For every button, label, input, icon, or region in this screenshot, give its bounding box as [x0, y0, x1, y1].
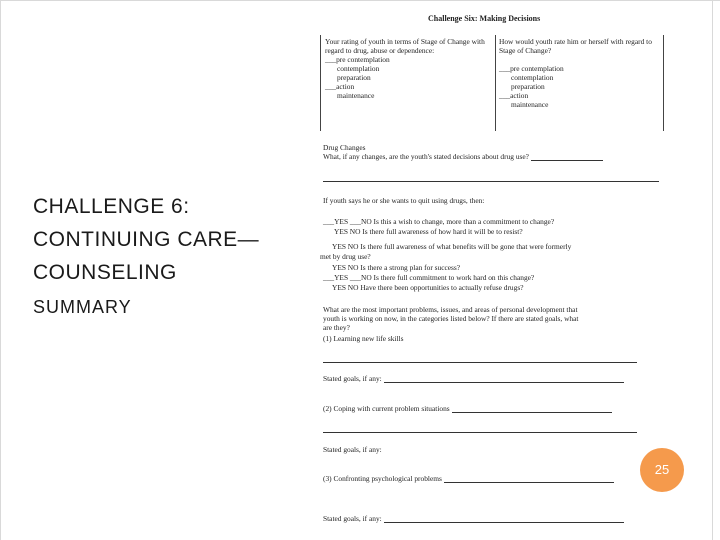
slide-border-left: [0, 0, 1, 540]
drug-changes-answer-line[interactable]: [531, 152, 603, 161]
coping-answer-line[interactable]: [452, 404, 612, 413]
stated-goals-label: Stated goals, if any:: [323, 374, 624, 383]
drug-changes-question: What, if any changes, are the youth's stated decisions about drug use?: [323, 152, 603, 161]
problems-prompt: What are the most important problems, issues, and areas of personal development that: [323, 305, 578, 314]
youth-rating-column: [499, 37, 659, 109]
stated-goals-line[interactable]: [384, 514, 624, 523]
slide-border-right: [712, 0, 713, 540]
category-life-skills: (1) Learning new life skills: [323, 334, 404, 343]
worksheet-heading: Challenge Six: Making Decisions: [428, 14, 541, 23]
counselor-rating-column: [325, 37, 487, 100]
quit-question: YES NO Is there full awareness of how hard it will be to resist?: [334, 227, 523, 236]
stage-option[interactable]: maintenance: [511, 100, 549, 109]
answer-line[interactable]: [323, 362, 637, 363]
counselor-rating-heading: Your rating of youth in terms of Stage of Change with regard to drug, abuse or dependence:: [325, 37, 485, 55]
quit-question: YES NO Have there been opportunities to actually refuse drugs?: [332, 283, 524, 292]
stage-of-change-table: [320, 35, 664, 131]
problems-prompt: are they?: [323, 323, 350, 332]
quit-question: ___YES ___NO Is there full commitment to work hard on this change?: [323, 273, 535, 282]
youth-rating-heading: How would youth rate him or herself with regard to Stage of Change?: [499, 37, 652, 55]
stated-goals-line[interactable]: [384, 374, 624, 383]
stage-option[interactable]: preparation: [337, 73, 371, 82]
table-divider: [495, 35, 496, 131]
page-number-badge: 25: [640, 448, 684, 492]
stage-option[interactable]: ___action: [499, 91, 529, 100]
stated-goals-label: Stated goals, if any:: [323, 445, 382, 454]
title-line-3: COUNSELING: [33, 261, 177, 284]
title-line-2: CONTINUING CARE—: [33, 228, 260, 251]
stage-option[interactable]: ___action: [325, 82, 355, 91]
worksheet-document: [318, 8, 663, 540]
quit-intro: If youth says he or she wants to quit using drugs, then:: [323, 196, 485, 205]
stage-option[interactable]: ___pre contemplation: [325, 55, 390, 64]
drug-changes-label: Drug Changes: [323, 143, 366, 152]
category-coping: (2) Coping with current problem situations: [323, 404, 612, 413]
title-line-4: SUMMARY: [33, 297, 132, 317]
slide-title: [33, 190, 303, 325]
title-line-1: CHALLENGE 6:: [33, 195, 190, 218]
quit-question: YES NO Is there full awareness of what benefits will be gone that were formerly: [332, 242, 572, 251]
answer-line[interactable]: [323, 181, 659, 182]
stage-option[interactable]: maintenance: [337, 91, 375, 100]
category-psychological: (3) Confronting psychological problems: [323, 474, 614, 483]
quit-question: ___YES ___NO Is this a wish to change, more than a commitment to change?: [323, 217, 555, 226]
slide-border-top: [0, 0, 720, 1]
quit-question-continued: met by drug use?: [320, 252, 371, 261]
stage-option[interactable]: preparation: [511, 82, 545, 91]
problems-prompt: youth is working on now, in the categories listed below? If there are stated goals, what: [323, 314, 579, 323]
stage-option[interactable]: contemplation: [511, 73, 554, 82]
stage-option[interactable]: ___pre contemplation: [499, 64, 564, 73]
answer-line[interactable]: [323, 432, 637, 433]
psychological-answer-line[interactable]: [444, 474, 614, 483]
stated-goals-label: Stated goals, if any:: [323, 514, 624, 523]
quit-question: YES NO Is there a strong plan for success?: [332, 263, 461, 272]
stage-option[interactable]: contemplation: [337, 64, 380, 73]
